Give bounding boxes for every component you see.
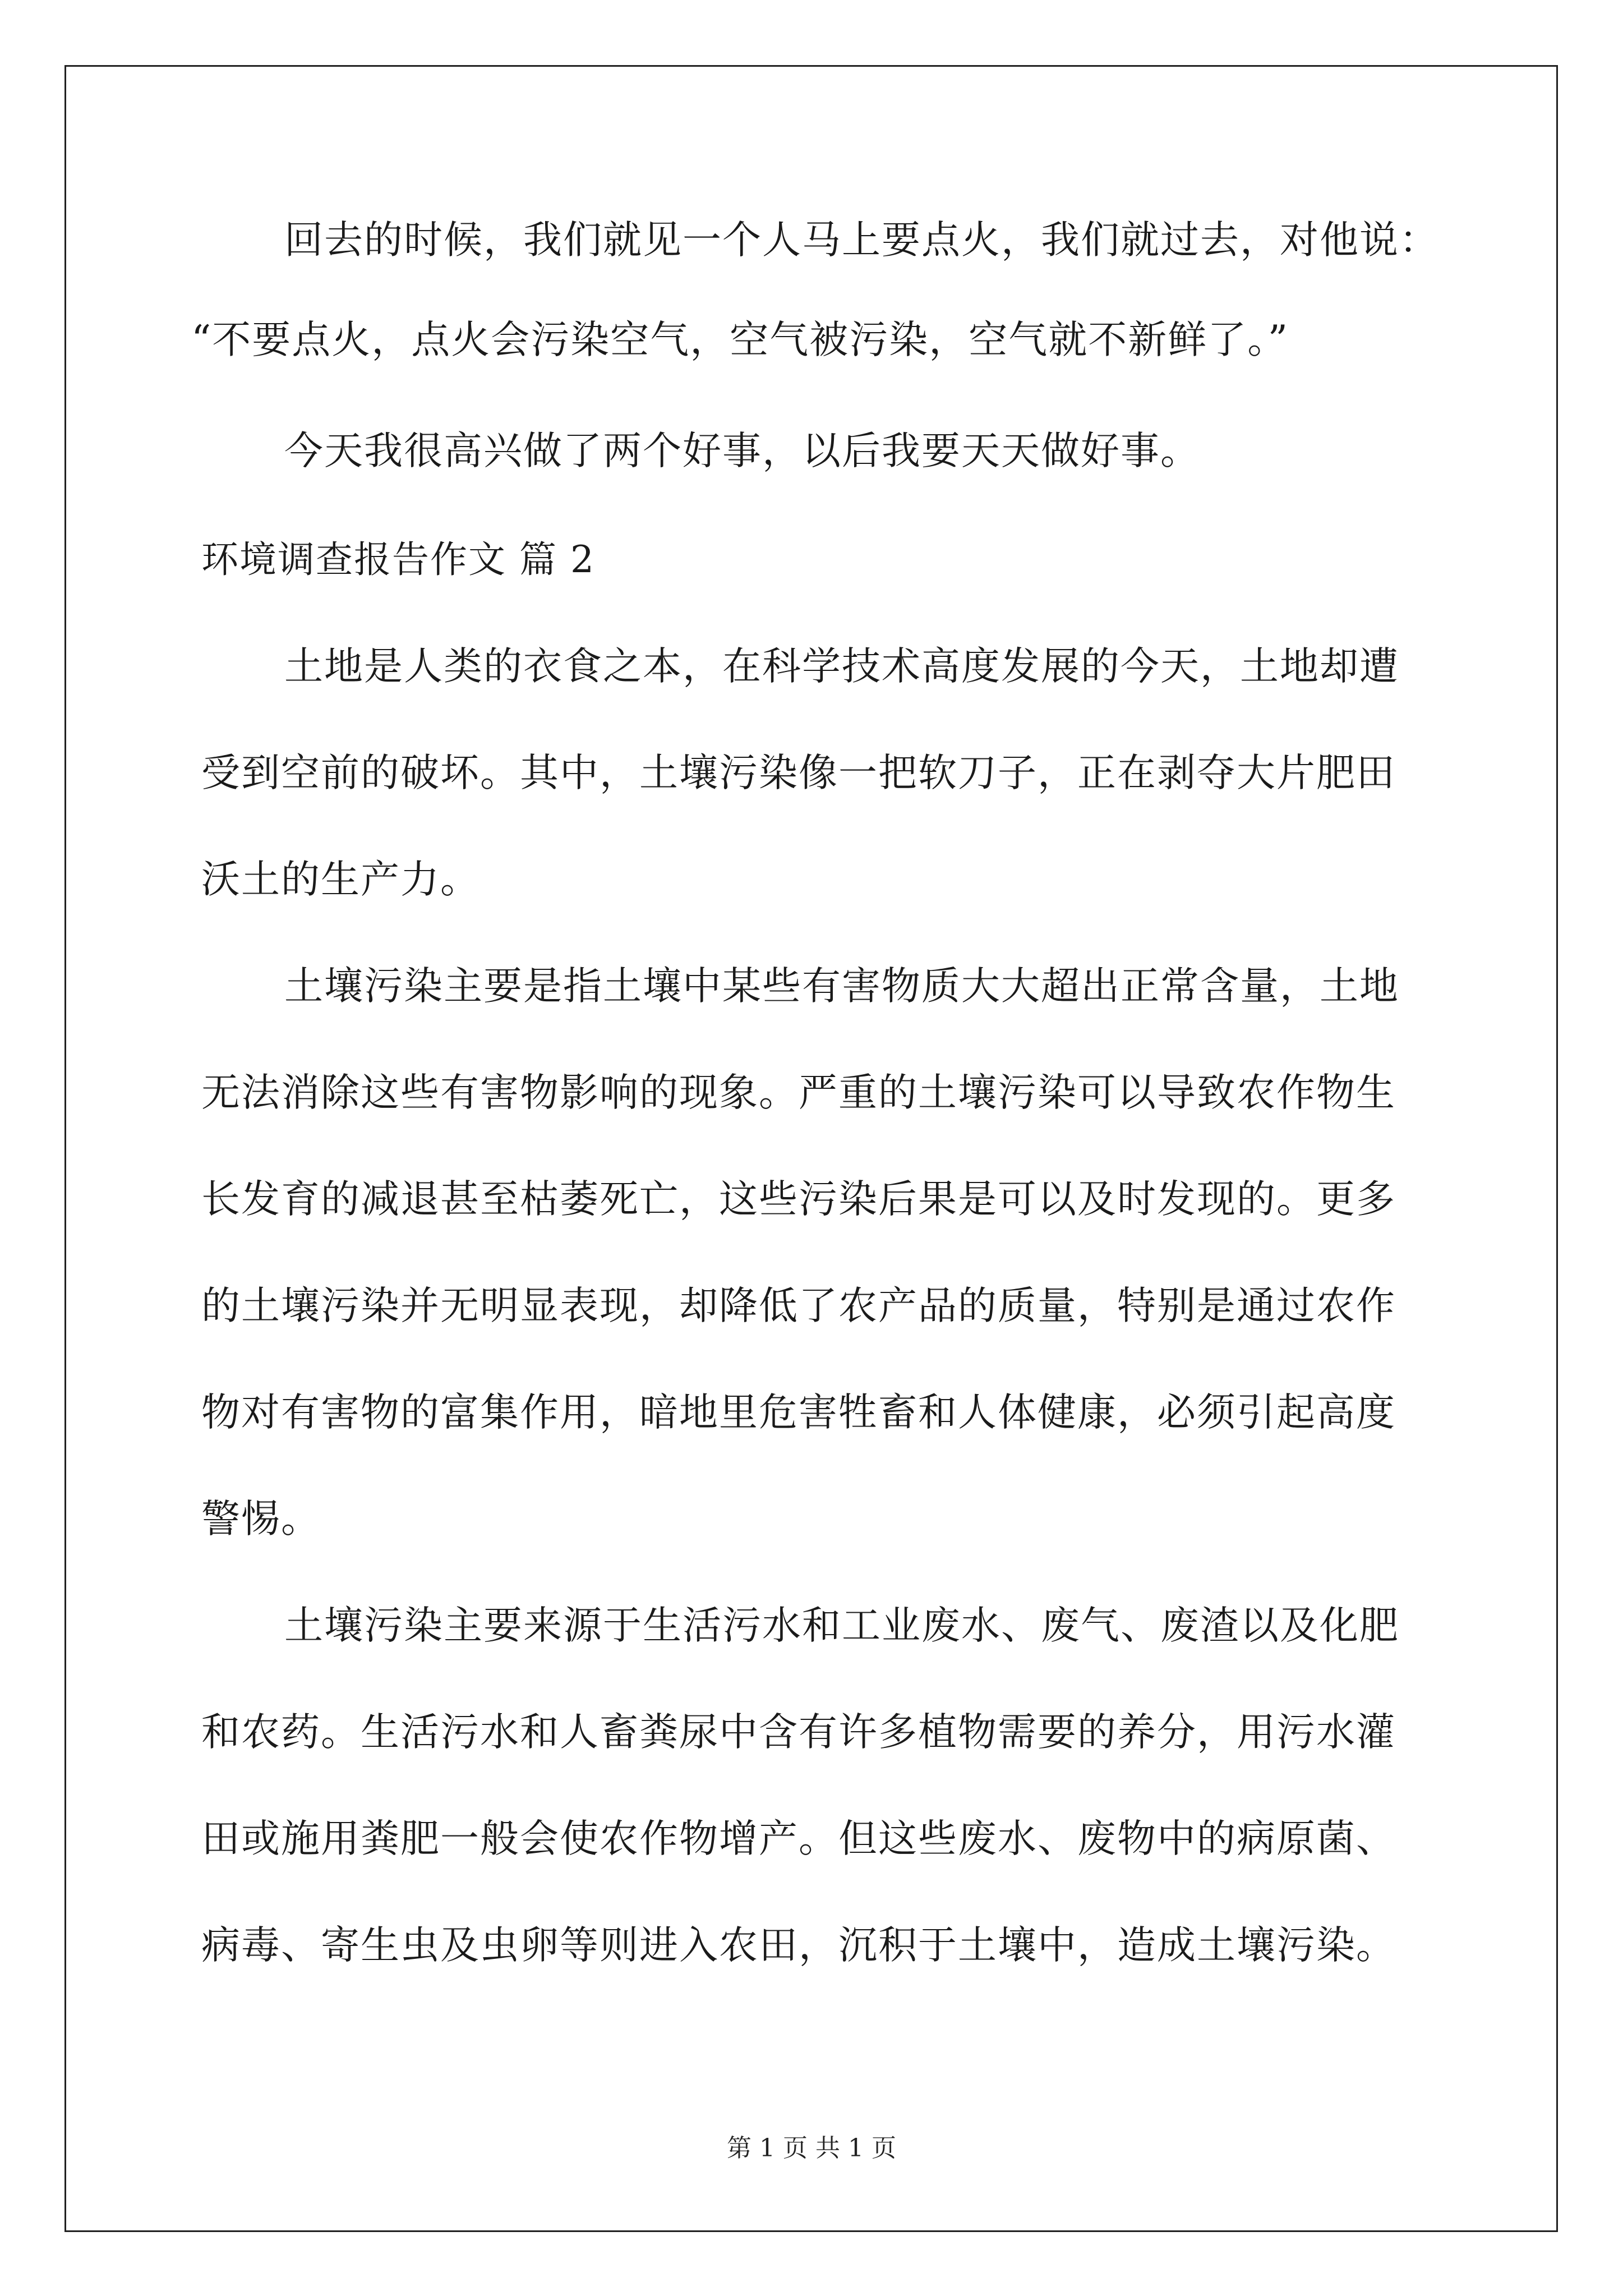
- paragraph-line: 沃土的生产力。: [201, 857, 480, 902]
- page-border: [64, 65, 1558, 2232]
- paragraph-line: 回去的时候，我们就见一个人马上要点火，我们就过去，对他说：: [284, 218, 1439, 263]
- paragraph-line: 受到空前的破坏。其中，土壤污染像一把软刀子，正在剥夺大片肥田: [201, 751, 1396, 795]
- paragraph-line: 长发育的减退甚至枯萎死亡，这些污染后果是可以及时发现的。更多: [201, 1177, 1396, 1222]
- paragraph-line: “不要点火，点火会污染空气，空气被污染，空气就不新鲜了。”: [191, 318, 1289, 362]
- paragraph-line: 今天我很高兴做了两个好事，以后我要天天做好事。: [284, 429, 1200, 473]
- page-number: 第 1 页 共 1 页: [727, 2134, 896, 2162]
- paragraph-line: 土地是人类的衣食之本，在科学技术高度发展的今天，土地却遭: [284, 644, 1399, 689]
- section-heading: 环境调查报告作文 篇 2: [201, 538, 595, 581]
- paragraph-line: 病毒、寄生虫及虫卵等则进入农田，沉积于土壤中，造成土壤污染。: [201, 1923, 1396, 1968]
- paragraph-line: 土壤污染主要是指土壤中某些有害物质大大超出正常含量，土地: [284, 964, 1399, 1009]
- paragraph-line: 无法消除这些有害物影响的现象。严重的土壤污染可以导致农作物生: [201, 1070, 1396, 1115]
- paragraph-line: 的土壤污染并无明显表现，却降低了农产品的质量，特别是通过农作: [201, 1283, 1396, 1328]
- paragraph-line: 田或施用粪肥一般会使农作物增产。但这些废水、废物中的病原菌、: [201, 1816, 1396, 1861]
- paragraph-line: 和农药。生活污水和人畜粪尿中含有许多植物需要的养分，用污水灌: [201, 1710, 1396, 1755]
- paragraph-line: 土壤污染主要来源于生活污水和工业废水、废气、废渣以及化肥: [284, 1603, 1399, 1648]
- paragraph-line: 物对有害物的富集作用，暗地里危害牲畜和人体健康，必须引起高度: [201, 1390, 1396, 1435]
- paragraph-line: 警惕。: [201, 1497, 321, 1542]
